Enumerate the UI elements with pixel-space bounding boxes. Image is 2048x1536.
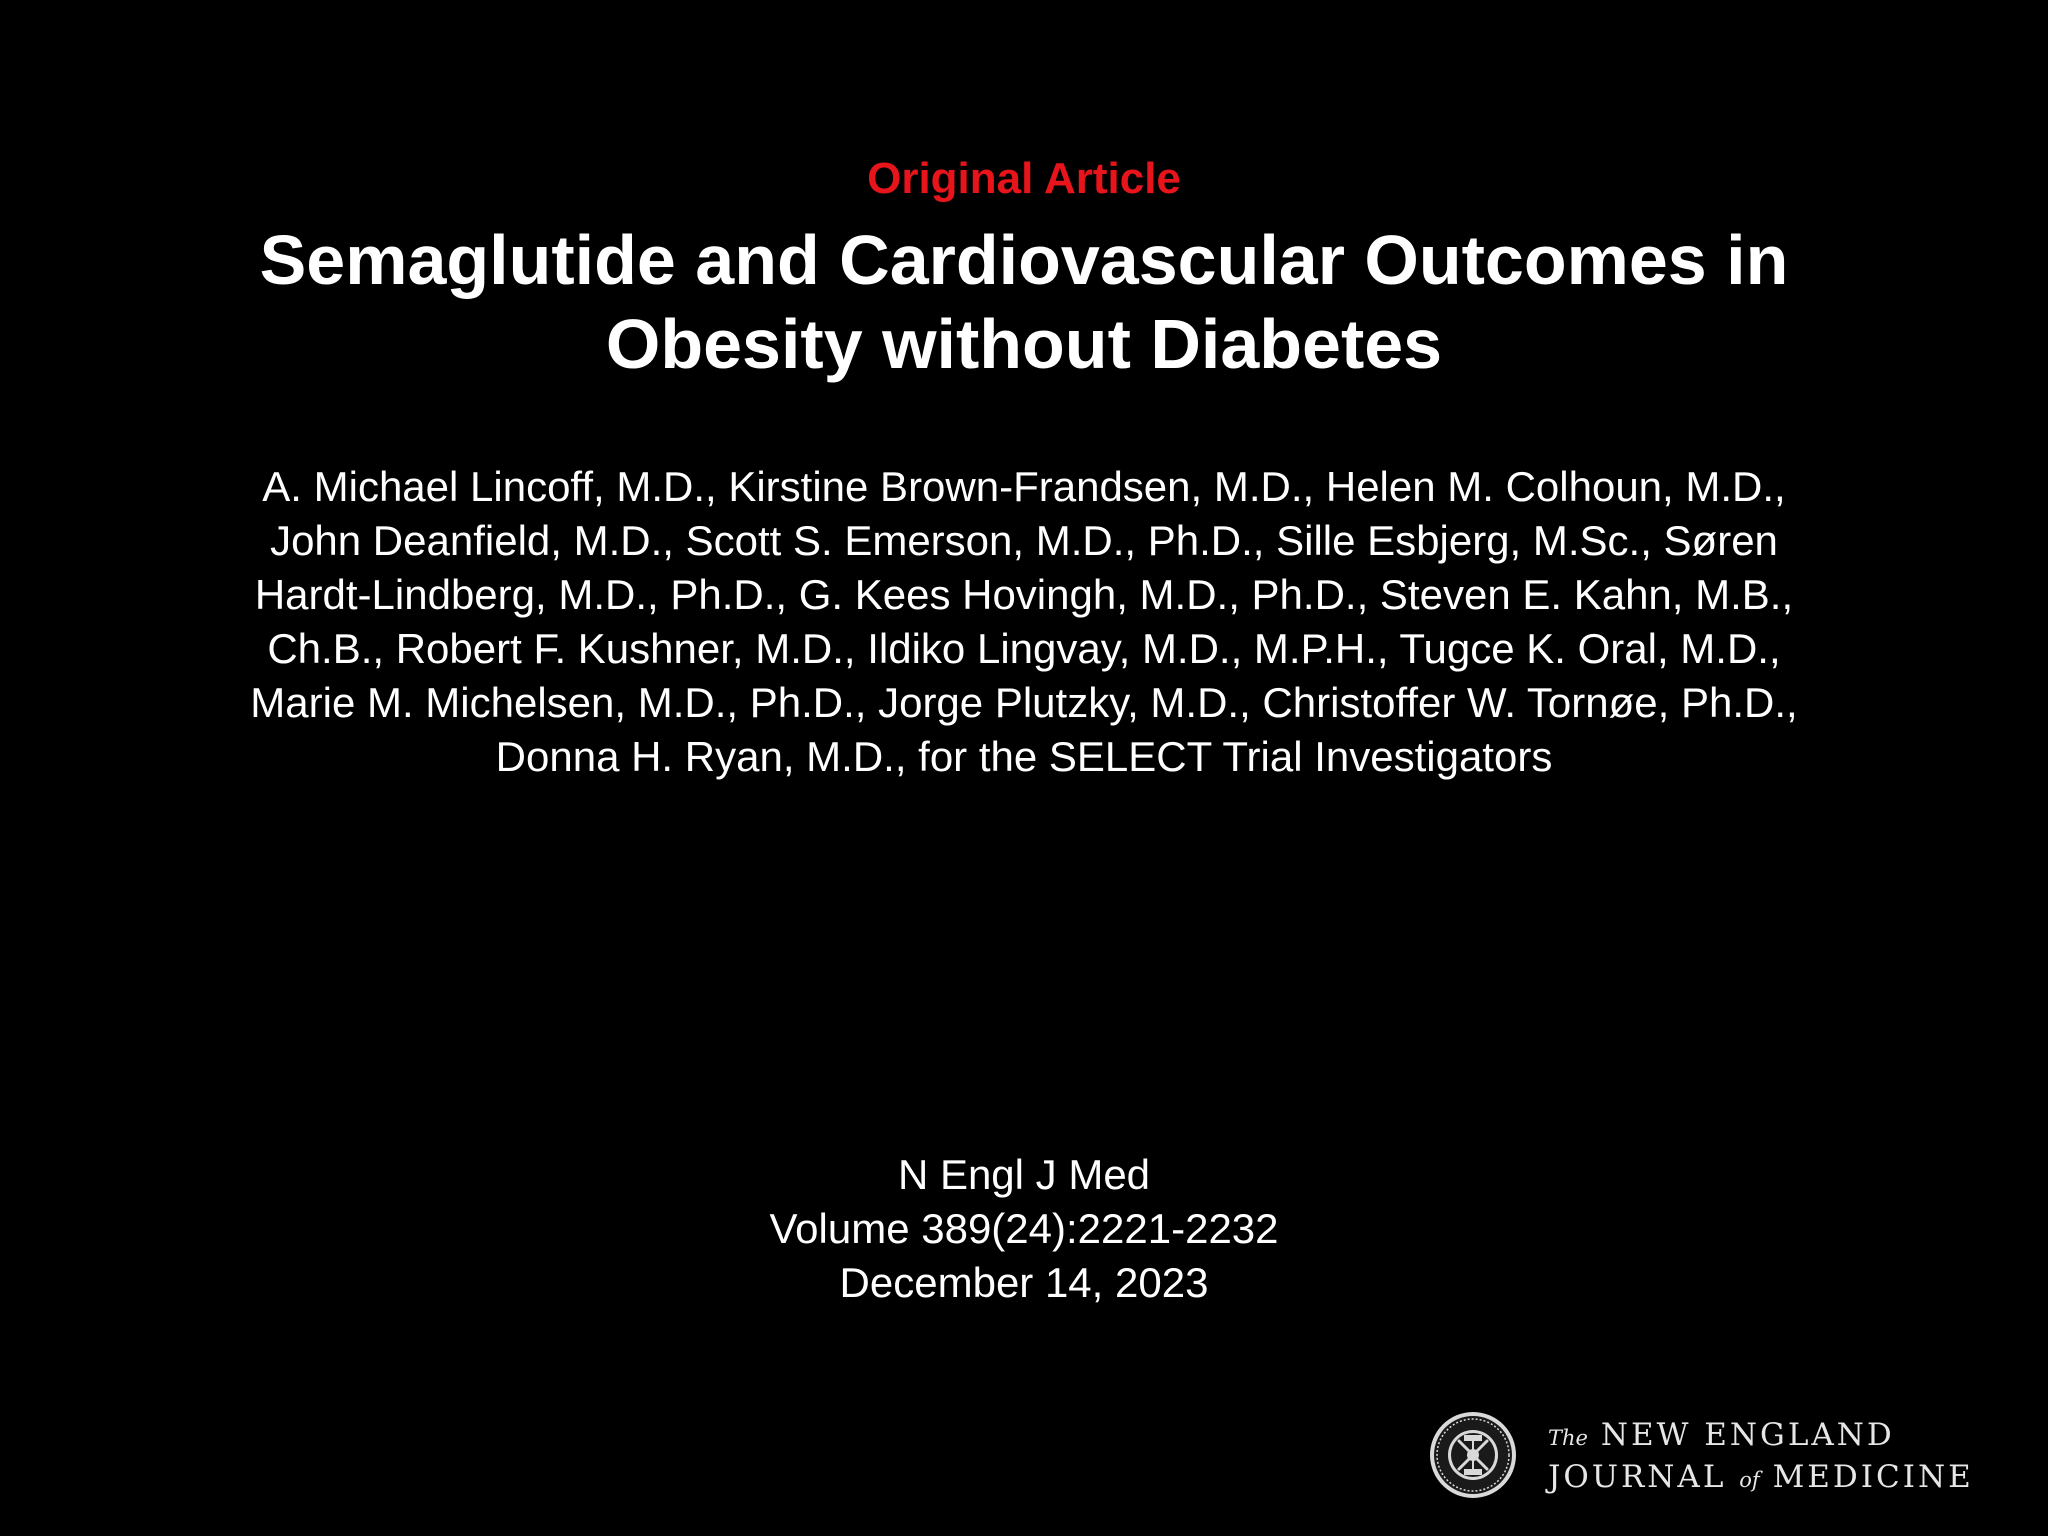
logo-new-england: NEW ENGLAND	[1600, 1417, 1895, 1453]
nejm-logo	[1428, 1410, 2018, 1500]
author-line: John Deanfield, M.D., Scott S. Emerson, M.D., Ph.D., Sille Esbjerg, M.Sc., Søren	[270, 517, 1778, 564]
author-line: A. Michael Lincoff, M.D., Kirstine Brown-Frandsen, M.D., Helen M. Colhoun, M.D.,	[262, 463, 1786, 510]
article-title-line-1: Semaglutide and Cardiovascular Outcomes in	[259, 221, 1789, 299]
author-line: Donna H. Ryan, M.D., for the SELECT Trial Investigators	[495, 733, 1553, 780]
author-line: Hardt-Lindberg, M.D., Ph.D., G. Kees Hovingh, M.D., Ph.D., Steven E. Kahn, M.B.,	[254, 571, 1794, 618]
author-line: Marie M. Michelsen, M.D., Ph.D., Jorge Plutzky, M.D., Christoffer W. Tornøe, Ph.D.,	[250, 679, 1798, 726]
citation-block	[0, 1148, 2048, 1310]
logo-of: of	[1739, 1468, 1760, 1492]
logo-journal: JOURNAL	[1548, 1459, 1727, 1495]
logo-medicine: MEDICINE	[1772, 1459, 1974, 1495]
nejm-seal-icon	[1428, 1410, 1518, 1500]
journal-abbreviation: N Engl J Med	[897, 1151, 1151, 1198]
article-title	[124, 218, 1924, 386]
author-list	[124, 460, 1924, 784]
nejm-wordmark	[1548, 1416, 1974, 1500]
author-line: Ch.B., Robert F. Kushner, M.D., Ildiko Lingvay, M.D., M.P.H., Tugce K. Oral, M.D.,	[267, 625, 1781, 672]
article-type-label: Original Article	[867, 154, 1181, 203]
volume-pages: Volume 389(24):2221-2232	[769, 1205, 1279, 1252]
article-title-line-2: Obesity without Diabetes	[605, 305, 1443, 383]
logo-the: The	[1548, 1426, 1588, 1450]
publication-date: December 14, 2023	[839, 1259, 1209, 1306]
